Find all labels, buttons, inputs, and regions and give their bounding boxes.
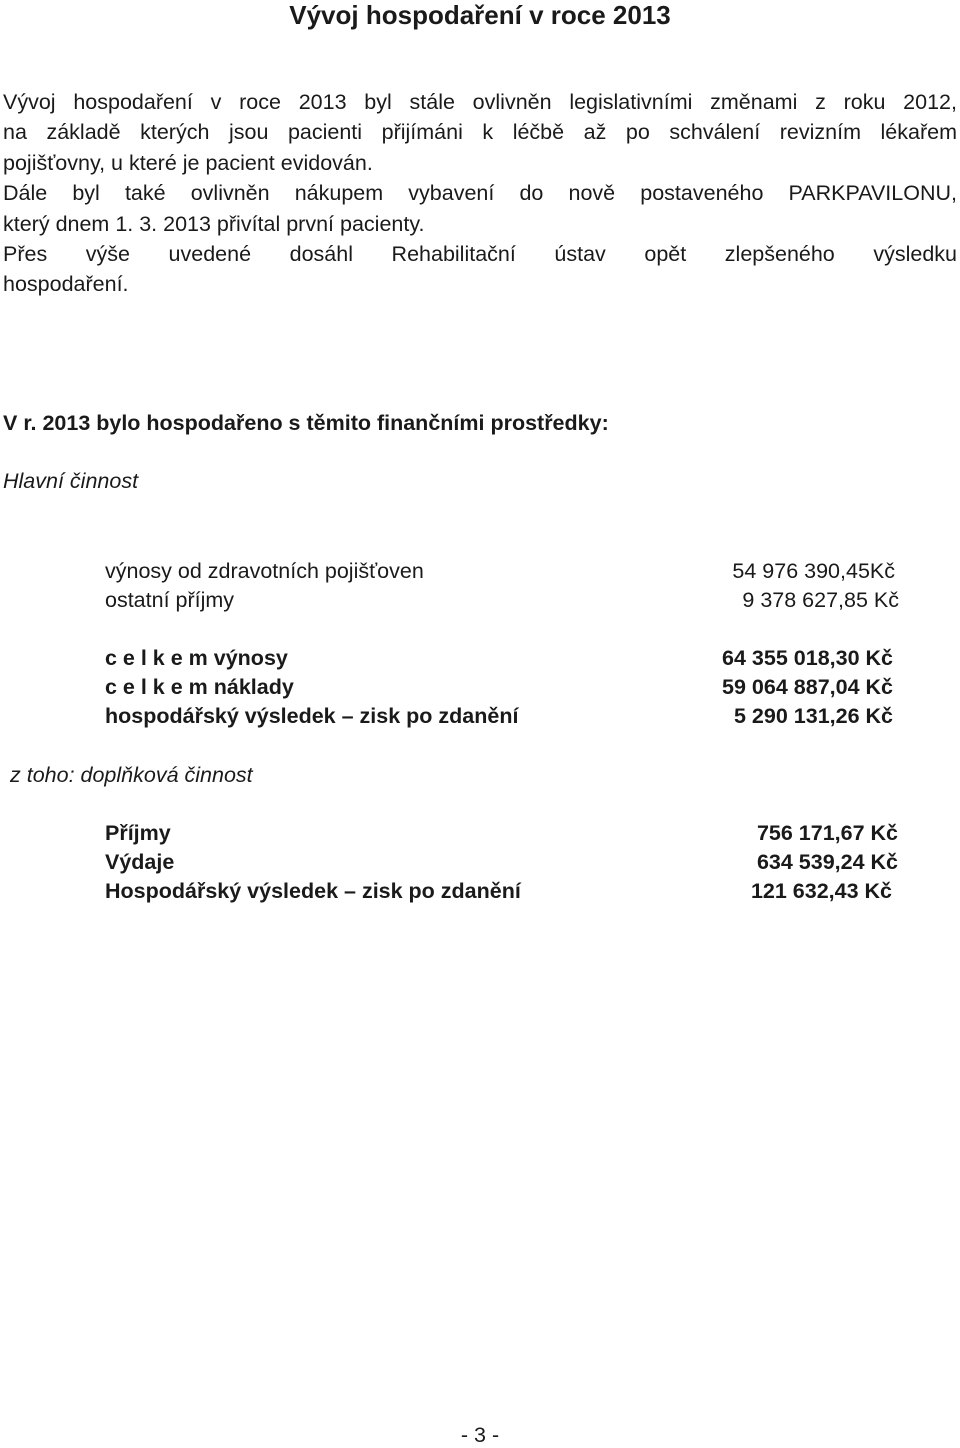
intro-line-7: hospodaření. xyxy=(3,272,129,297)
row-label: ostatní příjmy xyxy=(105,588,235,612)
row-value: 9 378 627,85 Kč xyxy=(742,588,899,612)
finance-heading: V r. 2013 bylo hospodařeno s těmito finančními prostředky: xyxy=(3,411,609,435)
main-activity-heading: Hlavní činnost xyxy=(3,469,139,493)
row-value: 5 290 131,26 Kč xyxy=(734,704,893,728)
row-value: 121 632,43 Kč xyxy=(750,879,892,903)
row-label: c e l k e m výnosy xyxy=(105,646,288,670)
row-label: c e l k e m náklady xyxy=(105,675,294,699)
intro-line-4: Dále byl také ovlivněn nákupem vybavení do nově postaveného PARKPAVILONU, xyxy=(3,181,957,206)
row-label: Výdaje xyxy=(105,850,175,874)
side-activity-heading: z toho: doplňková činnost xyxy=(10,763,253,787)
page-number: - 3 - xyxy=(460,1423,500,1447)
row-label: výnosy od zdravotních pojišťoven xyxy=(105,559,424,583)
row-value: 59 064 887,04 Kč xyxy=(722,675,893,699)
intro-line-3: pojišťovny, u které je pacient evidován. xyxy=(3,150,373,175)
intro-paragraph xyxy=(3,87,957,300)
row-value: 756 171,67 Kč xyxy=(756,821,898,845)
page-title: Vývoj hospodaření v roce 2013 xyxy=(289,0,671,30)
row-value: 64 355 018,30 Kč xyxy=(722,646,893,670)
row-value: 634 539,24 Kč xyxy=(756,850,898,874)
row-label: hospodářský výsledek – zisk po zdanění xyxy=(105,704,519,728)
intro-line-1: Vývoj hospodaření v roce 2013 byl stále ovlivněn legislativními změnami z roku 2012, xyxy=(3,90,957,114)
intro-line-2: na základě kterých jsou pacienti přijímáni k léčbě až po schválení revizním lékařem xyxy=(3,120,957,145)
row-label: Hospodářský výsledek – zisk po zdanění xyxy=(105,879,521,903)
intro-line-5: který dnem 1. 3. 2013 přivítal první pacienty. xyxy=(3,211,425,236)
row-label: Příjmy xyxy=(105,821,171,845)
row-value: 54 976 390,45Kč xyxy=(732,559,895,583)
intro-line-6: Přes výše uvedené dosáhl Rehabilitační ústav opět zlepšeného výsledku xyxy=(3,242,957,267)
